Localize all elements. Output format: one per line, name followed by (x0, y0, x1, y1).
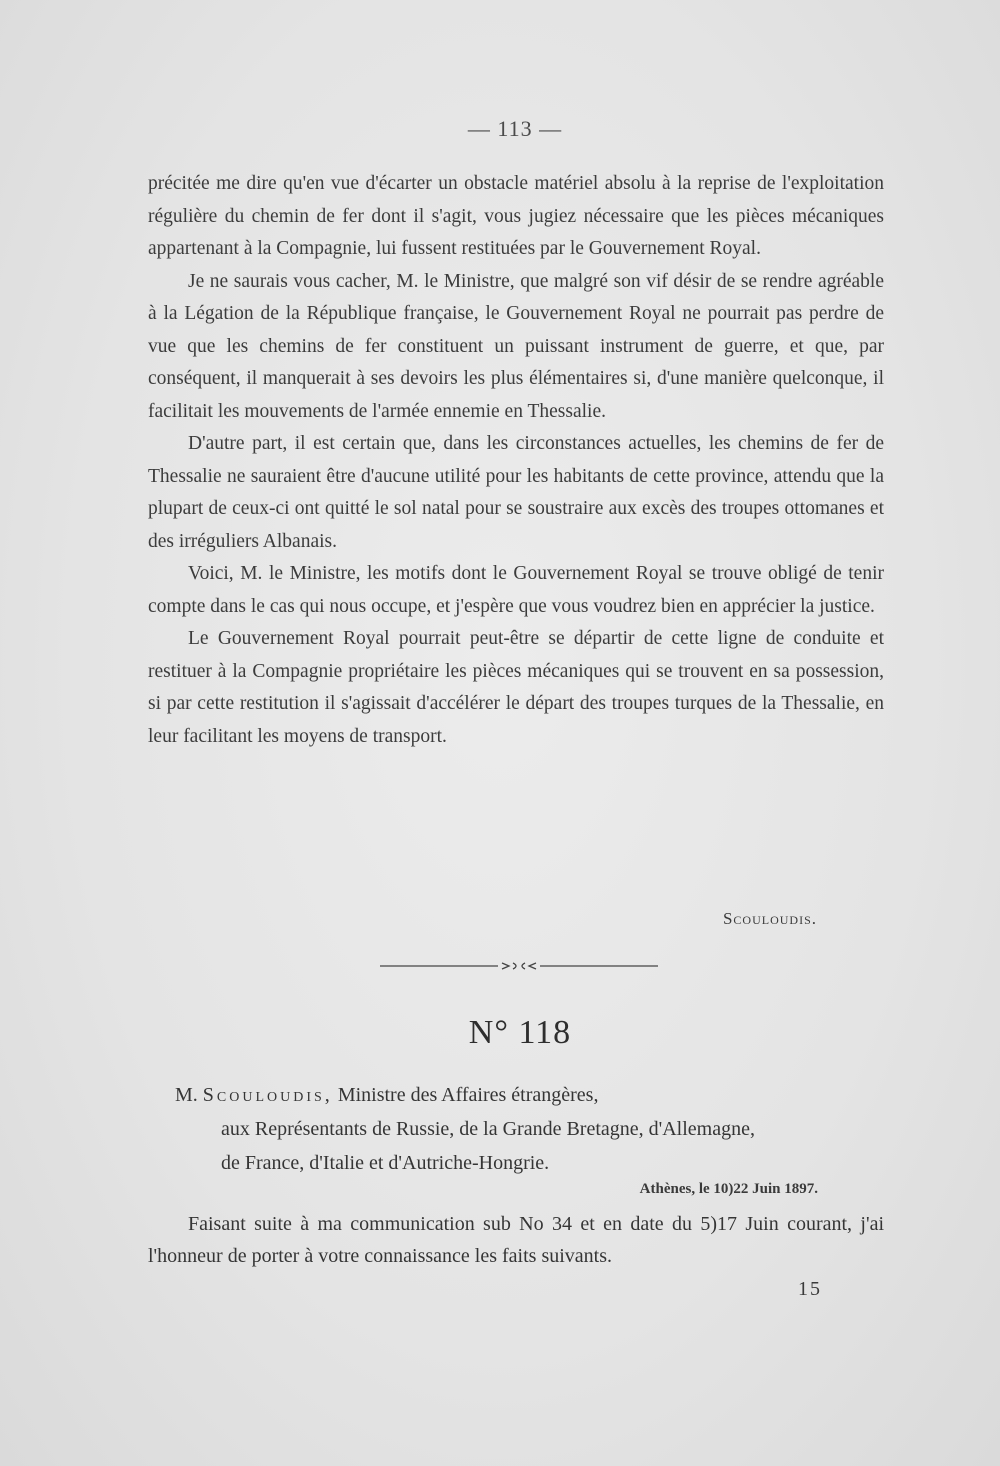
letter-date: Athènes, le 10)22 Juin 1897. (639, 1181, 818, 1197)
address-line-2: aux Représentants de Russie, de la Grande Bretagne, d'Allemagne, (221, 1118, 755, 1140)
signature: Scouloudis. (722, 909, 817, 928)
paragraph-1: précitée me dire qu'en vue d'écarter un obstacle matériel absolu à la reprise de l'exploitation régulière du chemin de fer dont il s'agit, vous jugiez nécessaire que les pièces mécaniques appartenant à la Compagnie, lui fussent restituées par le Gouvernement Royal. (148, 173, 884, 259)
body-text (148, 168, 884, 753)
paragraph-4: Voici, M. le Ministre, les motifs dont le Gouvernement Royal se trouve obligé de tenir compte dans le cas qui nous occupe, et j'espère que vous voudrez bien en apprécier la justice. (148, 563, 884, 617)
address-line-1 (175, 1078, 895, 1112)
address-prefix: M. (175, 1084, 198, 1106)
address-line-3: de France, d'Italie et d'Autriche-Hongrie. (221, 1152, 550, 1174)
closing-text (148, 1208, 884, 1272)
paragraph-3: D'autre part, il est certain que, dans les circonstances actuelles, les chemins de fer de Thessalie ne sauraient être d'aucune utilité pour les habitants de cette province, attendu que la plupart de ceux-ci ont quitté le sol natal pour se soustraire aux excès des troupes ottomanes et des irréguliers Albanais. (148, 433, 884, 552)
signature-mark: 15 (798, 1278, 822, 1300)
closing-paragraph: Faisant suite à ma communication sub No 34 et en date du 5)17 Juin courant, j'ai l'honneur de porter à votre connaissance les faits suivants. (148, 1213, 884, 1267)
paragraph-2: Je ne saurais vous cacher, M. le Ministre, que malgré son vif désir de se rendre agréable à la Légation de la République française, le Gouvernement Royal ne pourrait pas perdre de vue que les chemins de fer constituent un puissant instrument de guerre, et que, par conséquent, il manquerait à ses devoirs les plus élémentaires si, d'une manière quelconque, il facilitait les mouvements de l'armée ennemie en Thessalie. (148, 270, 884, 422)
paragraph-5: Le Gouvernement Royal pourrait peut-être se départir de cette ligne de conduite et restituer à la Compagnie propriétaire les pièces mécaniques qui se trouvent en sa possession, si par cette restitution il s'agissait d'accélérer le départ des troupes turques de la Thessalie, en leur facilitant les moyens de transport. (148, 628, 884, 747)
document-number: N° 118 (468, 1014, 572, 1051)
address-name: Scouloudis, (202, 1084, 333, 1106)
address-block (175, 1078, 895, 1180)
ornamental-divider (380, 960, 658, 972)
address-title: Ministre des Affaires étrangères, (337, 1084, 599, 1106)
page-number: — 113 — (467, 116, 563, 141)
